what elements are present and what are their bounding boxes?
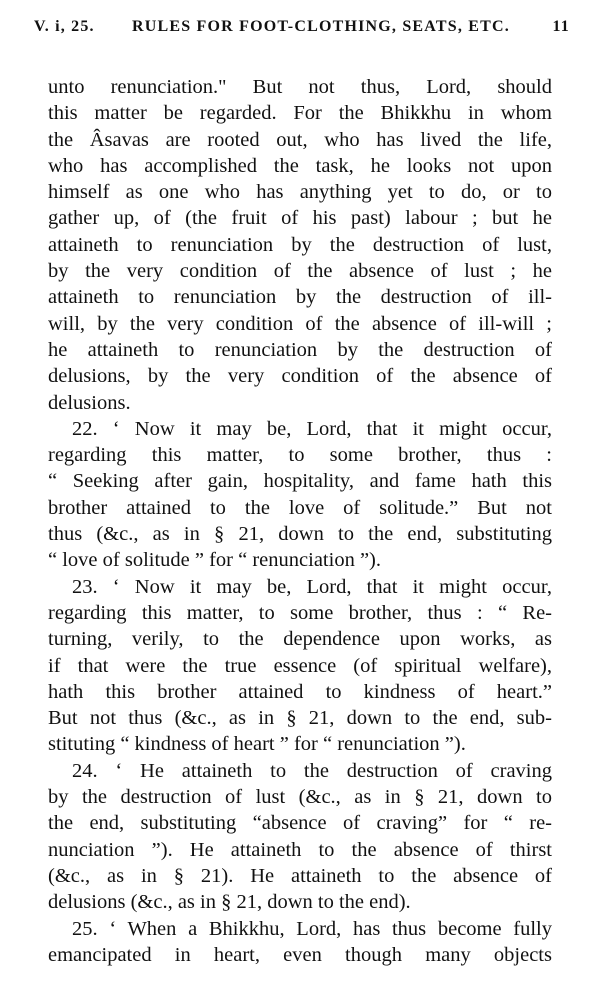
text-line: regarding this matter, to some brother, thus : xyxy=(48,444,552,467)
paragraph-22-line: 22. ‘ Now it may be, Lord, that it might occur, xyxy=(72,417,552,440)
text-line: unto renunciation." But not thus, Lord, should xyxy=(48,76,552,98)
text-line: the Âsavas are rooted out, who has lived the life, xyxy=(48,128,552,151)
text-line: by the very condition of the absence of lust ; he xyxy=(48,260,552,283)
page-number: 11 xyxy=(552,18,570,35)
text-line: But not thus (&c., as in § 21, down to the end, sub- xyxy=(48,707,552,730)
text-line: thus (&c., as in § 21, down to the end, substituting xyxy=(48,523,552,546)
text-line: nunciation ”). He attaineth to the absence of thirst xyxy=(48,838,552,861)
section-reference: V. i, 25. xyxy=(34,18,95,35)
text-line: himself as one who has anything yet to do, or to xyxy=(48,181,552,204)
paragraph-25-line: 25. ‘ When a Bhikkhu, Lord, has thus become fully xyxy=(72,917,552,940)
text-line: brother attained to the love of solitude.” But not xyxy=(48,496,552,519)
running-header xyxy=(34,18,570,58)
text-line: “ Seeking after gain, hospitality, and fame hath this xyxy=(48,470,552,493)
text-line: the end, substituting “absence of craving” for “ re- xyxy=(48,812,552,835)
text-line: if that were the true essence (of spiritual welfare), xyxy=(48,654,552,677)
text-line: by the destruction of lust (&c., as in § 21, down to xyxy=(48,786,552,809)
text-line: hath this brother attained to kindness of heart.” xyxy=(48,680,552,703)
text-line: this matter be regarded. For the Bhikkhu in whom xyxy=(48,102,552,125)
chapter-title: RULES FOR FOOT-CLOTHING, SEATS, ETC. xyxy=(132,18,510,35)
text-line: will, by the very condition of the absence of ill-will ; xyxy=(48,312,552,335)
text-line: he attaineth to renunciation by the destruction of xyxy=(48,338,552,361)
text-line: turning, verily, to the dependence upon works, as xyxy=(48,628,552,651)
text-line: gather up, of (the fruit of his past) labour ; but he xyxy=(48,207,552,230)
text-line: delusions. xyxy=(48,391,131,414)
paragraph-24-line: 24. ‘ He attaineth to the destruction of craving xyxy=(72,759,552,782)
text-line: emancipated in heart, even though many objects xyxy=(48,943,552,966)
text-line: who has accomplished the task, he looks not upon xyxy=(48,154,552,177)
text-line: regarding this matter, to some brother, thus : “ Re- xyxy=(48,601,552,624)
body-text xyxy=(48,74,552,968)
text-line: attaineth to renunciation by the destruction of ill- xyxy=(48,286,552,309)
text-line: delusions (&c., as in § 21, down to the end). xyxy=(48,891,411,914)
text-line: attaineth to renunciation by the destruction of lust, xyxy=(48,233,552,256)
text-line: stituting “ kindness of heart ” for “ renunciation ”). xyxy=(48,733,466,756)
text-line: delusions, by the very condition of the absence of xyxy=(48,365,552,388)
text-line: “ love of solitude ” for “ renunciation ”). xyxy=(48,549,381,572)
text-line: (&c., as in § 21). He attaineth to the absence of xyxy=(48,864,552,887)
paragraph-23-line: 23. ‘ Now it may be, Lord, that it might occur, xyxy=(72,575,552,598)
